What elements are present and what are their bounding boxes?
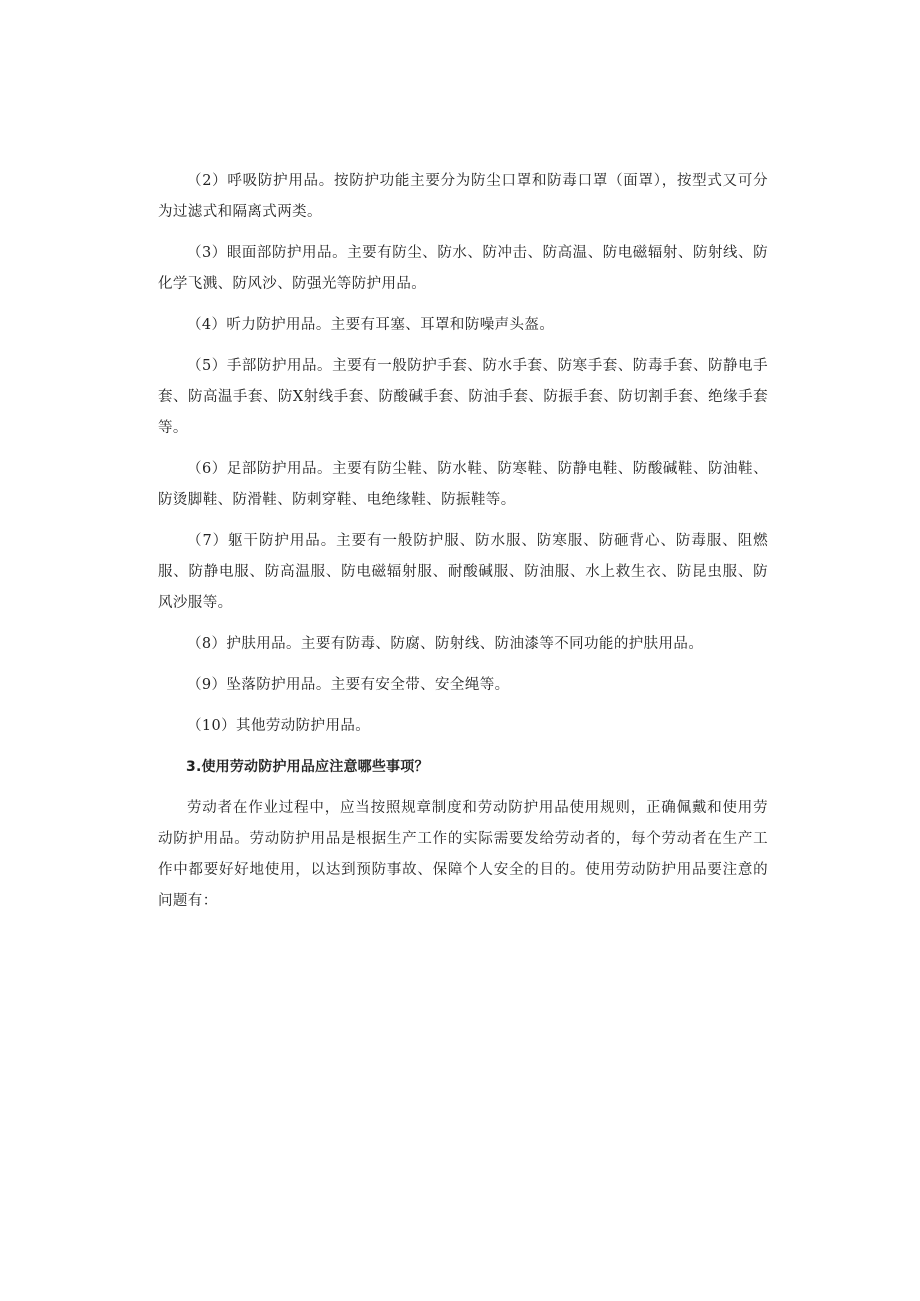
- list-item-other: （10）其他劳动防护用品。: [187, 718, 371, 734]
- list-item-eye-face: （3）眼面部防护用品。主要有防尘、防水、防冲击、防高温、防电磁辐射、防射线、防化学飞溅、防风沙、防强光等防护用品。: [158, 245, 768, 292]
- section-heading: 3.使用劳动防护用品应注意哪些事项？: [186, 759, 429, 775]
- list-item-foot: （6）足部防护用品。主要有防尘鞋、防水鞋、防寒鞋、防静电鞋、防酸碱鞋、防油鞋、防烫脚鞋、防滑鞋、防刺穿鞋、电绝缘鞋、防振鞋等。: [158, 461, 768, 508]
- list-item-hearing: （4）听力防护用品。主要有耳塞、耳罩和防噪声头盔。: [187, 317, 555, 333]
- list-item-skin: （8）护肤用品。主要有防毒、防腐、防射线、防油漆等不同功能的护肤用品。: [187, 636, 704, 652]
- list-item-torso: （7）躯干防护用品。主要有一般防护服、防水服、防寒服、防砸背心、防毒服、阻燃服、防静电服、防高温服、防电磁辐射服、耐酸碱服、防油服、水上救生衣、防昆虫服、防风沙服等。: [158, 533, 768, 611]
- document-page: [158, 166, 768, 917]
- body-paragraph: 劳动者在作业过程中，应当按照规章制度和劳动防护用品使用规则，正确佩戴和使用劳动防护用品。劳动防护用品是根据生产工作的实际需要发给劳动者的，每个劳动者在生产工作中都要好好地使用，以达到预防事故、保障个人安全的目的。使用劳动防护用品要注意的问题有：: [158, 800, 768, 909]
- list-item-hand: （5）手部防护用品。主要有一般防护手套、防水手套、防寒手套、防毒手套、防静电手套、防高温手套、防X射线手套、防酸碱手套、防油手套、防振手套、防切割手套、绝缘手套等。: [158, 358, 768, 436]
- list-item-fall: （9）坠落防护用品。主要有安全带、安全绳等。: [187, 677, 510, 693]
- list-item-respiratory: （2）呼吸防护用品。按防护功能主要分为防尘口罩和防毒口罩（面罩），按型式又可分为过滤式和隔离式两类。: [158, 173, 768, 220]
